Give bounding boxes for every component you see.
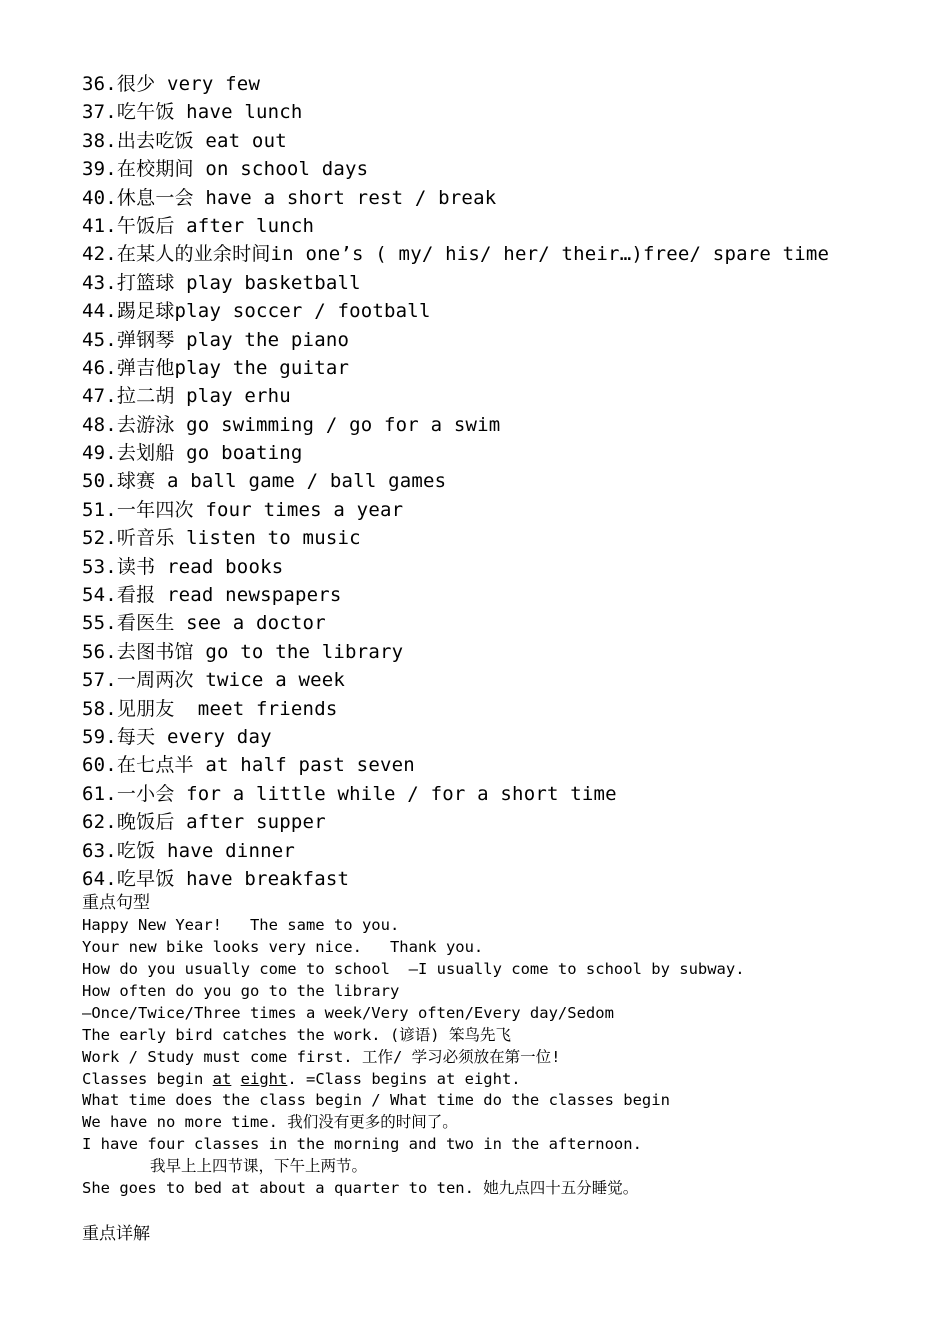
vocab-number: 50. bbox=[82, 470, 117, 493]
vocab-english: have breakfast bbox=[174, 867, 350, 890]
vocab-item bbox=[82, 524, 932, 552]
vocab-english: play the piano bbox=[174, 328, 350, 351]
vocab-number: 60. bbox=[82, 754, 117, 777]
vocab-chinese: 看医生 bbox=[116, 612, 175, 635]
vocab-chinese: 每天 bbox=[116, 725, 156, 748]
vocab-chinese: 吃饭 bbox=[116, 839, 156, 862]
vocab-english: meet friends bbox=[174, 697, 338, 720]
vocab-english: a ball game / ball games bbox=[155, 470, 447, 493]
vocab-item bbox=[82, 326, 932, 354]
vocab-chinese: 去游泳 bbox=[116, 413, 175, 436]
vocab-item bbox=[82, 751, 932, 779]
sentence-line: We have no more time. 我们没有更多的时间了。 bbox=[82, 1113, 458, 1132]
vocab-chinese: 很少 bbox=[116, 73, 156, 95]
vocab-english: four times a year bbox=[193, 498, 404, 521]
vocab-number: 62. bbox=[82, 811, 117, 834]
vocab-chinese: 去图书馆 bbox=[116, 640, 194, 663]
vocab-number: 48. bbox=[82, 413, 117, 436]
sentence-line: How often do you go to the library bbox=[82, 982, 400, 1000]
vocab-number: 47. bbox=[82, 385, 117, 408]
vocab-item bbox=[82, 127, 932, 155]
vocab-item bbox=[82, 439, 932, 467]
vocab-chinese: 一周两次 bbox=[116, 669, 194, 692]
vocab-number: 56. bbox=[82, 640, 117, 663]
vocab-chinese: 读书 bbox=[116, 555, 156, 578]
vocab-chinese: 见朋友 bbox=[116, 697, 175, 720]
vocab-number: 57. bbox=[82, 669, 117, 692]
vocab-english: go boating bbox=[174, 442, 303, 465]
vocab-chinese: 弹钢琴 bbox=[116, 328, 175, 351]
sentence-line: She goes to bed at about a quarter to ten. 她九点四十五分睡觉。 bbox=[82, 1179, 639, 1198]
vocab-item bbox=[82, 184, 932, 212]
vocab-number: 58. bbox=[82, 697, 117, 720]
vocab-item bbox=[82, 212, 932, 240]
vocab-english: go swimming / go for a swim bbox=[174, 413, 501, 436]
sentence-text: . =Class begins at eight. bbox=[287, 1069, 521, 1088]
vocab-number: 36. bbox=[82, 73, 117, 95]
vocab-number: 41. bbox=[82, 214, 117, 237]
underlined-word: eight bbox=[240, 1069, 288, 1088]
vocab-item bbox=[82, 297, 932, 325]
vocab-item bbox=[82, 865, 932, 893]
vocab-english: eat out bbox=[193, 129, 287, 152]
vocab-number: 49. bbox=[82, 442, 117, 465]
vocab-chinese: 球赛 bbox=[116, 470, 156, 493]
vocab-english: have dinner bbox=[155, 839, 295, 862]
sentence-text bbox=[231, 1070, 240, 1088]
vocab-chinese: 在校期间 bbox=[116, 158, 194, 181]
vocab-chinese: 在七点半 bbox=[116, 754, 194, 777]
vocab-number: 55. bbox=[82, 612, 117, 635]
vocab-number: 53. bbox=[82, 555, 117, 578]
sentence-line: —Once/Twice/Three times a week/Very often/Every day/Sedom bbox=[82, 1003, 614, 1022]
vocab-english: after supper bbox=[174, 811, 326, 834]
sentence-line: How do you usually come to school —I usually come to school by subway. bbox=[82, 960, 745, 979]
vocab-item bbox=[82, 808, 932, 836]
vocab-item bbox=[82, 70, 932, 98]
vocab-number: 42. bbox=[82, 243, 117, 266]
vocab-english: at half past seven bbox=[193, 754, 415, 777]
vocab-chinese: 出去吃饭 bbox=[116, 129, 194, 152]
vocab-number: 44. bbox=[82, 300, 117, 323]
vocab-chinese: 踢足球 bbox=[116, 300, 175, 323]
vocab-english: listen to music bbox=[174, 527, 361, 550]
document-page bbox=[82, 70, 932, 1246]
vocab-number: 54. bbox=[82, 584, 117, 607]
vocab-number: 37. bbox=[82, 101, 117, 124]
vocab-english: play the guitar bbox=[174, 356, 350, 379]
key-sentences-list bbox=[82, 915, 932, 1200]
vocab-item bbox=[82, 98, 932, 126]
sentence-line: Work / Study must come first. 工作/ 学习必须放在第一位! bbox=[82, 1047, 561, 1066]
vocab-list bbox=[82, 70, 932, 893]
vocab-english: twice a week bbox=[193, 669, 346, 692]
vocab-item bbox=[82, 553, 932, 581]
vocab-english: after lunch bbox=[174, 214, 315, 237]
vocab-number: 46. bbox=[82, 356, 117, 379]
vocab-item bbox=[82, 609, 932, 637]
vocab-chinese: 休息一会 bbox=[116, 186, 194, 209]
vocab-item bbox=[82, 581, 932, 609]
vocab-english: have lunch bbox=[174, 101, 303, 124]
sentence-line: What time does the class begin / What time do the classes begin bbox=[82, 1091, 670, 1110]
underlined-word: at bbox=[212, 1069, 232, 1088]
vocab-chinese: 一年四次 bbox=[116, 498, 194, 521]
vocab-item bbox=[82, 723, 932, 751]
vocab-number: 38. bbox=[82, 129, 117, 152]
vocab-chinese: 在某人的业余时间 bbox=[116, 243, 271, 266]
vocab-english: play basketball bbox=[174, 271, 361, 294]
vocab-item bbox=[82, 496, 932, 524]
sentence-line: Happy New Year! The same to you. bbox=[82, 916, 400, 935]
sentence-line: Your new bike looks very nice. Thank you. bbox=[82, 938, 484, 957]
vocab-number: 63. bbox=[82, 839, 117, 862]
vocab-english: in one’s ( my/ his/ her/ their…)free/ spare time bbox=[270, 243, 830, 266]
vocab-chinese: 弹吉他 bbox=[116, 356, 175, 379]
vocab-item bbox=[82, 269, 932, 297]
vocab-english: play soccer / football bbox=[174, 300, 431, 323]
vocab-number: 64. bbox=[82, 867, 117, 890]
key-sentences-heading: 重点句型 bbox=[82, 893, 150, 914]
vocab-english: go to the library bbox=[193, 640, 404, 663]
vocab-chinese: 吃早饭 bbox=[116, 867, 175, 890]
vocab-item bbox=[82, 240, 932, 268]
vocab-item bbox=[82, 666, 932, 694]
vocab-item bbox=[82, 467, 932, 495]
vocab-number: 61. bbox=[82, 782, 117, 805]
vocab-item bbox=[82, 155, 932, 183]
vocab-english: read newspapers bbox=[155, 584, 342, 607]
sentence-line: I have four classes in the morning and two in the afternoon. bbox=[82, 1135, 642, 1154]
key-details-heading: 重点详解 bbox=[82, 1223, 150, 1244]
vocab-chinese: 去划船 bbox=[116, 442, 175, 465]
vocab-english: for a little while / for a short time bbox=[174, 782, 617, 805]
vocab-chinese: 听音乐 bbox=[116, 527, 175, 550]
vocab-chinese: 晚饭后 bbox=[116, 811, 175, 834]
vocab-english: very few bbox=[155, 73, 261, 95]
vocab-chinese: 拉二胡 bbox=[116, 385, 175, 408]
vocab-item bbox=[82, 382, 932, 410]
sentence-text: Classes begin bbox=[82, 1069, 213, 1088]
vocab-chinese: 午饭后 bbox=[116, 214, 175, 237]
vocab-item bbox=[82, 780, 932, 808]
vocab-english: every day bbox=[155, 725, 272, 748]
vocab-item bbox=[82, 354, 932, 382]
vocab-number: 43. bbox=[82, 271, 117, 294]
vocab-chinese: 看报 bbox=[116, 584, 156, 607]
vocab-item bbox=[82, 638, 932, 666]
vocab-number: 39. bbox=[82, 158, 117, 181]
vocab-english: on school days bbox=[193, 158, 369, 181]
sentence-translation: 我早上上四节课，下午上两节。 bbox=[150, 1157, 368, 1176]
vocab-item bbox=[82, 411, 932, 439]
vocab-number: 40. bbox=[82, 186, 117, 209]
vocab-chinese: 吃午饭 bbox=[116, 101, 175, 124]
vocab-english: have a short rest / break bbox=[193, 186, 497, 209]
vocab-number: 52. bbox=[82, 527, 117, 550]
vocab-number: 59. bbox=[82, 725, 117, 748]
vocab-english: play erhu bbox=[174, 385, 291, 408]
vocab-number: 51. bbox=[82, 498, 117, 521]
vocab-chinese: 打篮球 bbox=[116, 271, 175, 294]
vocab-english: see a doctor bbox=[174, 612, 326, 635]
vocab-item bbox=[82, 837, 932, 865]
vocab-chinese: 一小会 bbox=[116, 782, 175, 805]
sentence-line: The early bird catches the work. (谚语) 笨鸟先飞 bbox=[82, 1025, 511, 1044]
vocab-item bbox=[82, 695, 932, 723]
sentence-line bbox=[82, 1069, 932, 1091]
vocab-number: 45. bbox=[82, 328, 117, 351]
vocab-english: read books bbox=[155, 555, 284, 578]
